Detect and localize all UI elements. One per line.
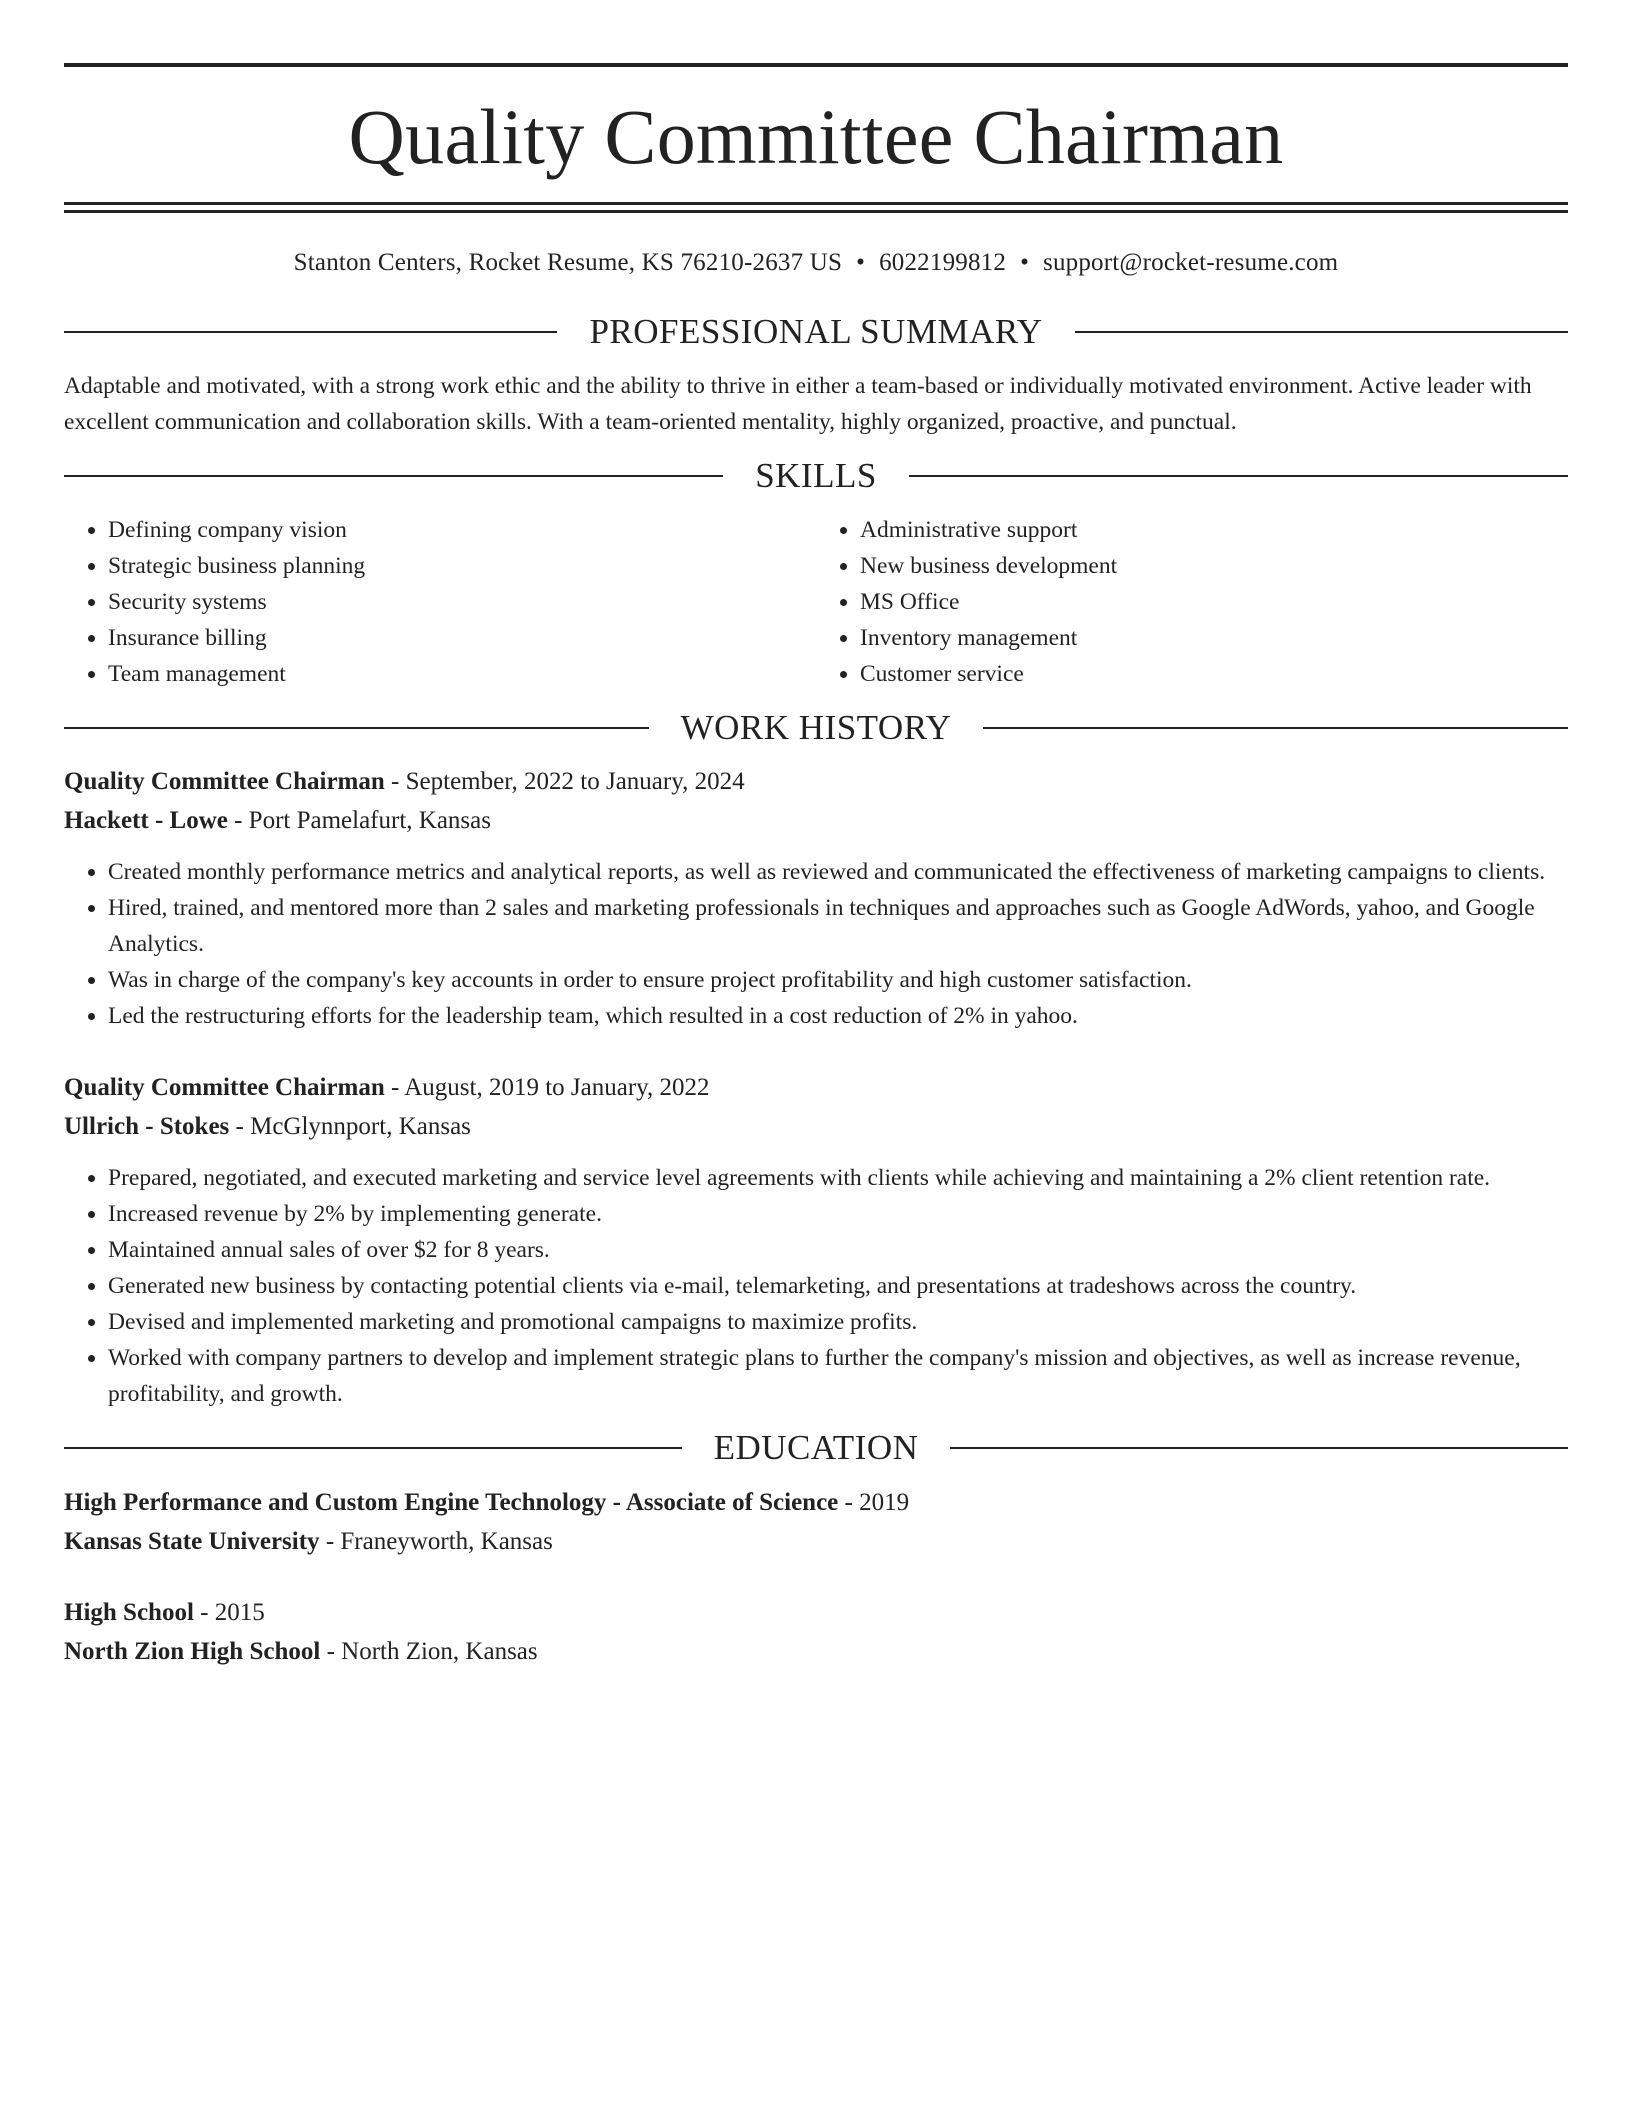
- job-company: Ullrich - Stokes: [64, 1113, 230, 1140]
- skill-item: • Customer service: [860, 656, 1568, 692]
- job-dates: - September, 2022 to January, 2024: [384, 768, 745, 795]
- summary-text: Adaptable and motivated, with a strong work ethic and the ability to thrive in either a team-based or individually motivated environment. Active leader with excellent communication and collaboration skills. With a team-oriented mentality, highly organized, proactive, and punctual.: [64, 373, 1532, 435]
- heading-rule: [983, 727, 1568, 729]
- skill-item: • Strategic business planning: [108, 548, 816, 584]
- heading-rule: [64, 1447, 682, 1449]
- education-year: - 2015: [193, 1599, 265, 1626]
- education-school: North Zion High School: [64, 1638, 321, 1665]
- contact-phone: 6022199812: [879, 249, 1007, 276]
- job-title-line: [64, 1068, 1568, 1107]
- section-heading-work: [64, 706, 1568, 750]
- contact-line: [64, 246, 1568, 280]
- job-entry: [64, 1068, 1568, 1412]
- section-label: SKILLS: [755, 456, 877, 495]
- job-company: Hackett - Lowe: [64, 807, 228, 834]
- skill-item: • Administrative support: [860, 512, 1568, 548]
- skills-list: [64, 512, 1568, 692]
- job-title-line: [64, 762, 1568, 801]
- section-label: PROFESSIONAL SUMMARY: [589, 312, 1043, 351]
- job-bullet: • Hired, trained, and mentored more than 2 sales and marketing professionals in techniques and approaches such as Google AdWords, yahoo, and Google Analytics.: [108, 890, 1568, 962]
- job-bullet: • Prepared, negotiated, and executed marketing and service level agreements with clients while achieving and maintaining a 2% client retention rate.: [108, 1160, 1568, 1196]
- education-school-line: [64, 1522, 1568, 1561]
- job-bullet: • Devised and implemented marketing and promotional campaigns to maximize profits.: [108, 1304, 1568, 1340]
- education-degree: High Performance and Custom Engine Technology - Associate of Science: [64, 1489, 839, 1516]
- heading-rule: [64, 727, 649, 729]
- skill-item: • Inventory management: [860, 620, 1568, 656]
- skill-item: • MS Office: [860, 584, 1568, 620]
- education-year: - 2019: [838, 1489, 910, 1516]
- job-bullet: • Worked with company partners to develop and implement strategic plans to further the company's mission and objectives, as well as increase revenue, profitability, and growth.: [108, 1340, 1568, 1412]
- job-bullet: • Generated new business by contacting potential clients via e-mail, telemarketing, and presentations at tradeshows across the country.: [108, 1268, 1568, 1304]
- job-bullet: • Increased revenue by 2% by implementing generate.: [108, 1196, 1568, 1232]
- heading-rule: [64, 475, 723, 477]
- section-heading-summary: [64, 310, 1568, 354]
- education-degree-line: [64, 1593, 1568, 1632]
- job-location: - McGlynnport, Kansas: [229, 1113, 471, 1140]
- skill-item: • Insurance billing: [108, 620, 816, 656]
- education-entry: [64, 1483, 1568, 1561]
- heading-rule: [909, 475, 1568, 477]
- section-heading-education: [64, 1426, 1568, 1470]
- job-bullets: [64, 1160, 1568, 1412]
- job-location: - Port Pamelafurt, Kansas: [227, 807, 491, 834]
- resume-title: Quality Committee Chairman: [348, 93, 1284, 180]
- section-heading-skills: [64, 454, 1568, 498]
- job-title: Quality Committee Chairman: [64, 1074, 385, 1101]
- skill-item: • Defining company vision: [108, 512, 816, 548]
- job-bullet: • Maintained annual sales of over $2 for 8 years.: [108, 1232, 1568, 1268]
- section-label: WORK HISTORY: [680, 708, 952, 747]
- section-label: EDUCATION: [713, 1428, 919, 1467]
- education-location: - North Zion, Kansas: [320, 1638, 538, 1665]
- skills-column-left: [64, 512, 816, 692]
- skill-item: • New business development: [860, 548, 1568, 584]
- job-dates: - August, 2019 to January, 2022: [384, 1074, 710, 1101]
- job-title: Quality Committee Chairman: [64, 768, 385, 795]
- job-bullet: • Led the restructuring efforts for the leadership team, which resulted in a cost reduction of 2% in yahoo.: [108, 998, 1568, 1034]
- job-bullets: [64, 854, 1568, 1034]
- heading-rule: [1075, 331, 1568, 333]
- contact-email: support@rocket-resume.com: [1043, 249, 1339, 276]
- contact-separator: •: [1020, 249, 1030, 276]
- education-school-line: [64, 1632, 1568, 1671]
- skill-item: • Security systems: [108, 584, 816, 620]
- job-entry: [64, 762, 1568, 1034]
- job-company-line: [64, 1107, 1568, 1146]
- education-entry: [64, 1593, 1568, 1671]
- heading-rule: [64, 331, 557, 333]
- heading-rule: [950, 1447, 1568, 1449]
- skill-item: • Team management: [108, 656, 816, 692]
- job-bullet: • Created monthly performance metrics and analytical reports, as well as reviewed and communicated the effectiveness of marketing campaigns to clients.: [108, 854, 1568, 890]
- education-degree-line: [64, 1483, 1568, 1522]
- title-double-rule: [64, 202, 1568, 213]
- contact-address: Stanton Centers, Rocket Resume, KS 76210-2637 US: [293, 249, 843, 276]
- education-location: - Franeyworth, Kansas: [319, 1528, 553, 1555]
- education-degree: High School: [64, 1599, 194, 1626]
- job-company-line: [64, 801, 1568, 840]
- contact-separator: •: [856, 249, 866, 276]
- education-school: Kansas State University: [64, 1528, 320, 1555]
- skills-column-right: [816, 512, 1568, 692]
- job-bullet: • Was in charge of the company's key accounts in order to ensure project profitability and high customer satisfaction.: [108, 962, 1568, 998]
